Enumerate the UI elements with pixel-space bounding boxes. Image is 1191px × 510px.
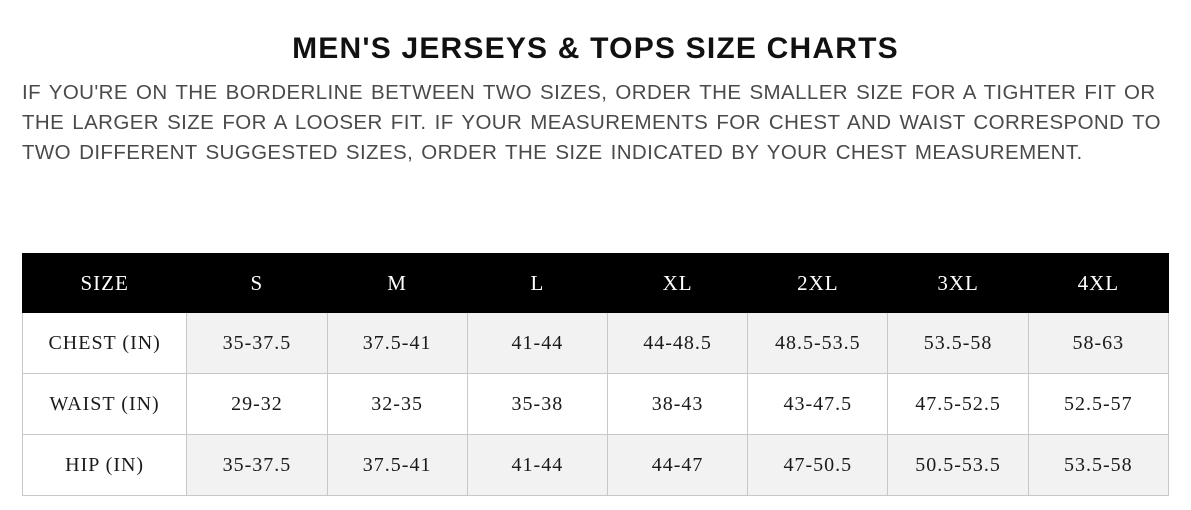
- table-header: [23, 254, 1169, 313]
- column-header-size: SIZE: [23, 254, 187, 313]
- cell-waist-4xl: 52.5-57: [1028, 374, 1168, 435]
- cell-waist-s: 29-32: [187, 374, 327, 435]
- cell-chest-m: 37.5-41: [327, 313, 467, 374]
- column-header-2xl: 2XL: [748, 254, 888, 313]
- table-row: [23, 374, 1169, 435]
- cell-hip-2xl: 47-50.5: [748, 435, 888, 496]
- table-row: [23, 435, 1169, 496]
- cell-waist-m: 32-35: [327, 374, 467, 435]
- cell-hip-s: 35-37.5: [187, 435, 327, 496]
- cell-chest-3xl: 53.5-58: [888, 313, 1028, 374]
- table-header-row: [23, 254, 1169, 313]
- cell-chest-2xl: 48.5-53.5: [748, 313, 888, 374]
- size-chart-table: [22, 253, 1169, 496]
- table-row: [23, 313, 1169, 374]
- cell-hip-m: 37.5-41: [327, 435, 467, 496]
- column-header-l: L: [467, 254, 607, 313]
- column-header-xl: XL: [607, 254, 747, 313]
- row-label-waist: WAIST (IN): [23, 374, 187, 435]
- cell-hip-xl: 44-47: [607, 435, 747, 496]
- cell-waist-xl: 38-43: [607, 374, 747, 435]
- row-label-hip: HIP (IN): [23, 435, 187, 496]
- column-header-s: S: [187, 254, 327, 313]
- cell-waist-2xl: 43-47.5: [748, 374, 888, 435]
- intro-paragraph: IF YOU'RE ON THE BORDERLINE BETWEEN TWO SIZES, ORDER THE SMALLER SIZE FOR A TIGHTER FIT OR THE LARGER SIZE FOR A LOOSER FIT. IF YOUR MEASUREMENTS FOR CHEST AND WAIST CORRESPOND TO TWO DIFFERENT SUGGESTED SIZES, ORDER THE SIZE INDICATED BY YOUR CHEST MEASUREMENT.: [22, 81, 1161, 164]
- column-header-m: M: [327, 254, 467, 313]
- cell-waist-l: 35-38: [467, 374, 607, 435]
- cell-chest-l: 41-44: [467, 313, 607, 374]
- row-label-chest: CHEST (IN): [23, 313, 187, 374]
- cell-hip-l: 41-44: [467, 435, 607, 496]
- page-title: MEN'S JERSEYS & TOPS SIZE CHARTS: [292, 32, 899, 65]
- cell-hip-3xl: 50.5-53.5: [888, 435, 1028, 496]
- cell-chest-4xl: 58-63: [1028, 313, 1168, 374]
- column-header-3xl: 3XL: [888, 254, 1028, 313]
- cell-waist-3xl: 47.5-52.5: [888, 374, 1028, 435]
- cell-chest-xl: 44-48.5: [607, 313, 747, 374]
- column-header-4xl: 4XL: [1028, 254, 1168, 313]
- size-chart-table-wrapper: [22, 253, 1169, 496]
- cell-hip-4xl: 53.5-58: [1028, 435, 1168, 496]
- table-body: [23, 313, 1169, 496]
- cell-chest-s: 35-37.5: [187, 313, 327, 374]
